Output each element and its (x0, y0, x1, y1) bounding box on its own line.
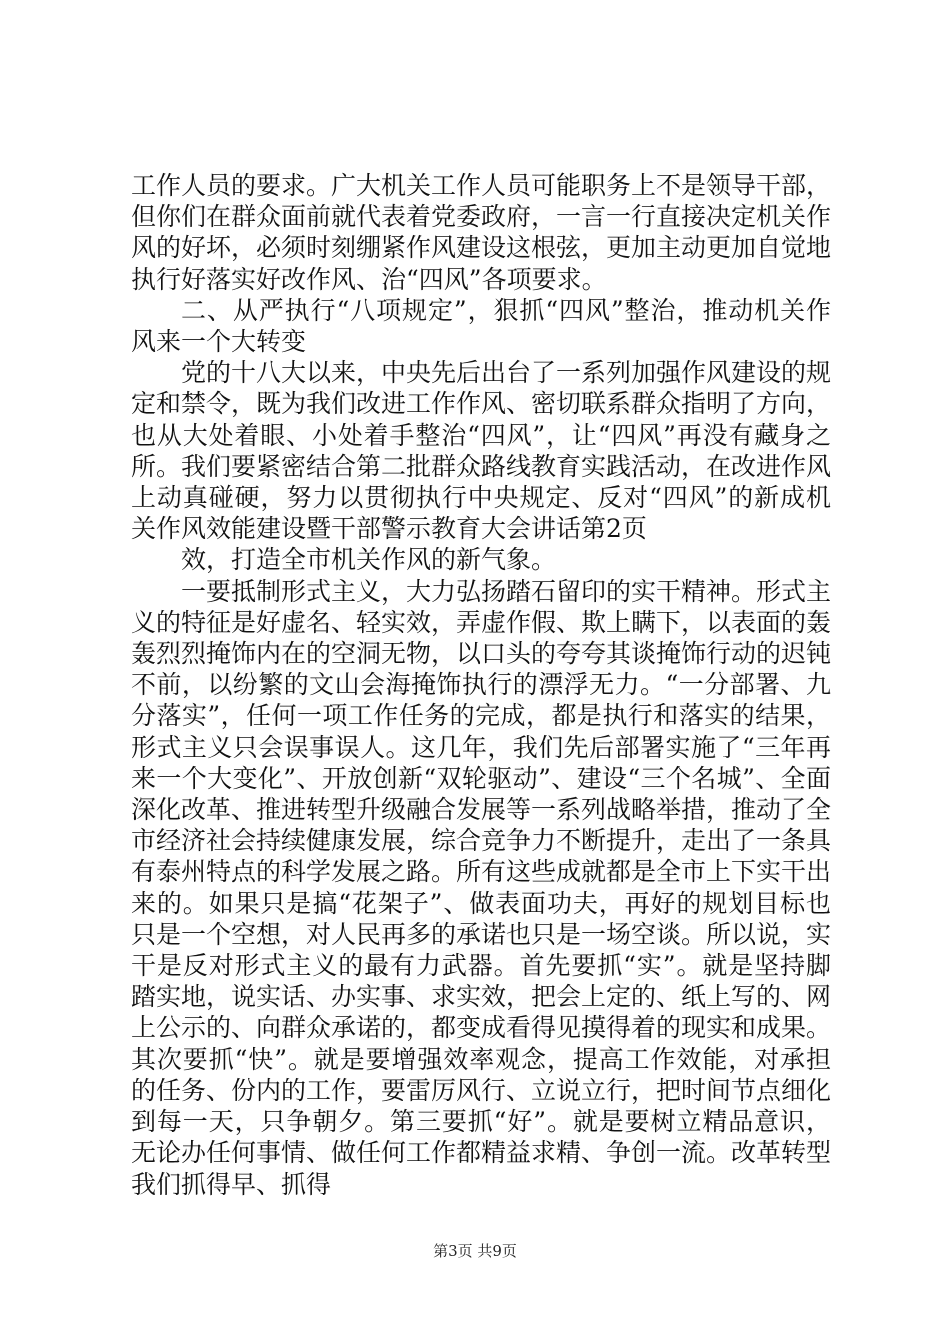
paragraph: 党的十八大以来，中央先后出台了一系列加强作风建设的规定和禁令，既为我们改进工作作风、密切联系群众指明了方向，也从大处着眼、小处着手整治“四风”，让“四风”再没有藏身之所。我们要紧密结合第二批群众路线教育实践活动，在改进作风上动真碰硬，努力以贯彻执行中央规定、反对“四风”的新成机关作风效能建设暨干部警示教育大会讲话第2页 (131, 358, 832, 544)
paragraph-continuation: 工作人员的要求。广大机关工作人员可能职务上不是领导干部，但你们在群众面前就代表着党委政府，一言一行直接决定机关作风的好坏，必须时刻绷紧作风建设这根弦，更加主动更加自觉地执行好落实好改作风、治“四风”各项要求。 (131, 171, 832, 294)
paragraph: 一要抵制形式主义，大力弘扬踏石留印的实干精神。形式主义的特征是好虚名、轻实效，弄虚作假、欺上瞒下，以表面的轰轰烈烈掩饰内在的空洞无物，以口头的夸夸其谈掩饰行动的迟钝不前，以纷繁的文山会海掩饰执行的漂浮无力。“一分部署、九分落实”，任何一项工作任务的完成，都是执行和落实的结果，形式主义只会误事误人。这几年，我们先后部署实施了“三年再来一个大变化”、开放创新“双轮驱动”、建设“三个名城”、全面深化改革、推进转型升级融合发展等一系列战略举措，推动了全市经济社会持续健康发展，综合竞争力不断提升，走出了一条具有泰州特点的科学发展之路。所有这些成就都是全市上下实干出来的。如果只是搞“花架子”、做表面功夫，再好的规划目标也只是一个空想，对人民再多的承诺也只是一场空谈。所以说，实干是反对形式主义的最有力武器。首先要抓“实”。就是坚持脚踏实地，说实话、办实事、求实效，把会上定的、纸上写的、网上公示的、向群众承诺的，都变成看得见摸得着的现实和成果。其次要抓“快”。就是要增强效率观念，提高工作效能，对承担的任务、份内的工作，要雷厉风行、立说立行，把时间节点细化到每一天，只争朝夕。第三要抓“好”。就是要树立精品意识，无论办任何事情、做任何工作都精益求精、争创一流。改革转型我们抓得早、抓得 (131, 576, 832, 1199)
section-heading: 二、从严执行“八项规定”，狠抓“四风”整治，推动机关作风来一个大转变 (131, 295, 831, 357)
page-number: 第3页 共9页 (433, 1242, 517, 1260)
paragraph: 效，打造全市机关作风的新气象。 (181, 545, 557, 575)
document-body (131, 170, 831, 1200)
